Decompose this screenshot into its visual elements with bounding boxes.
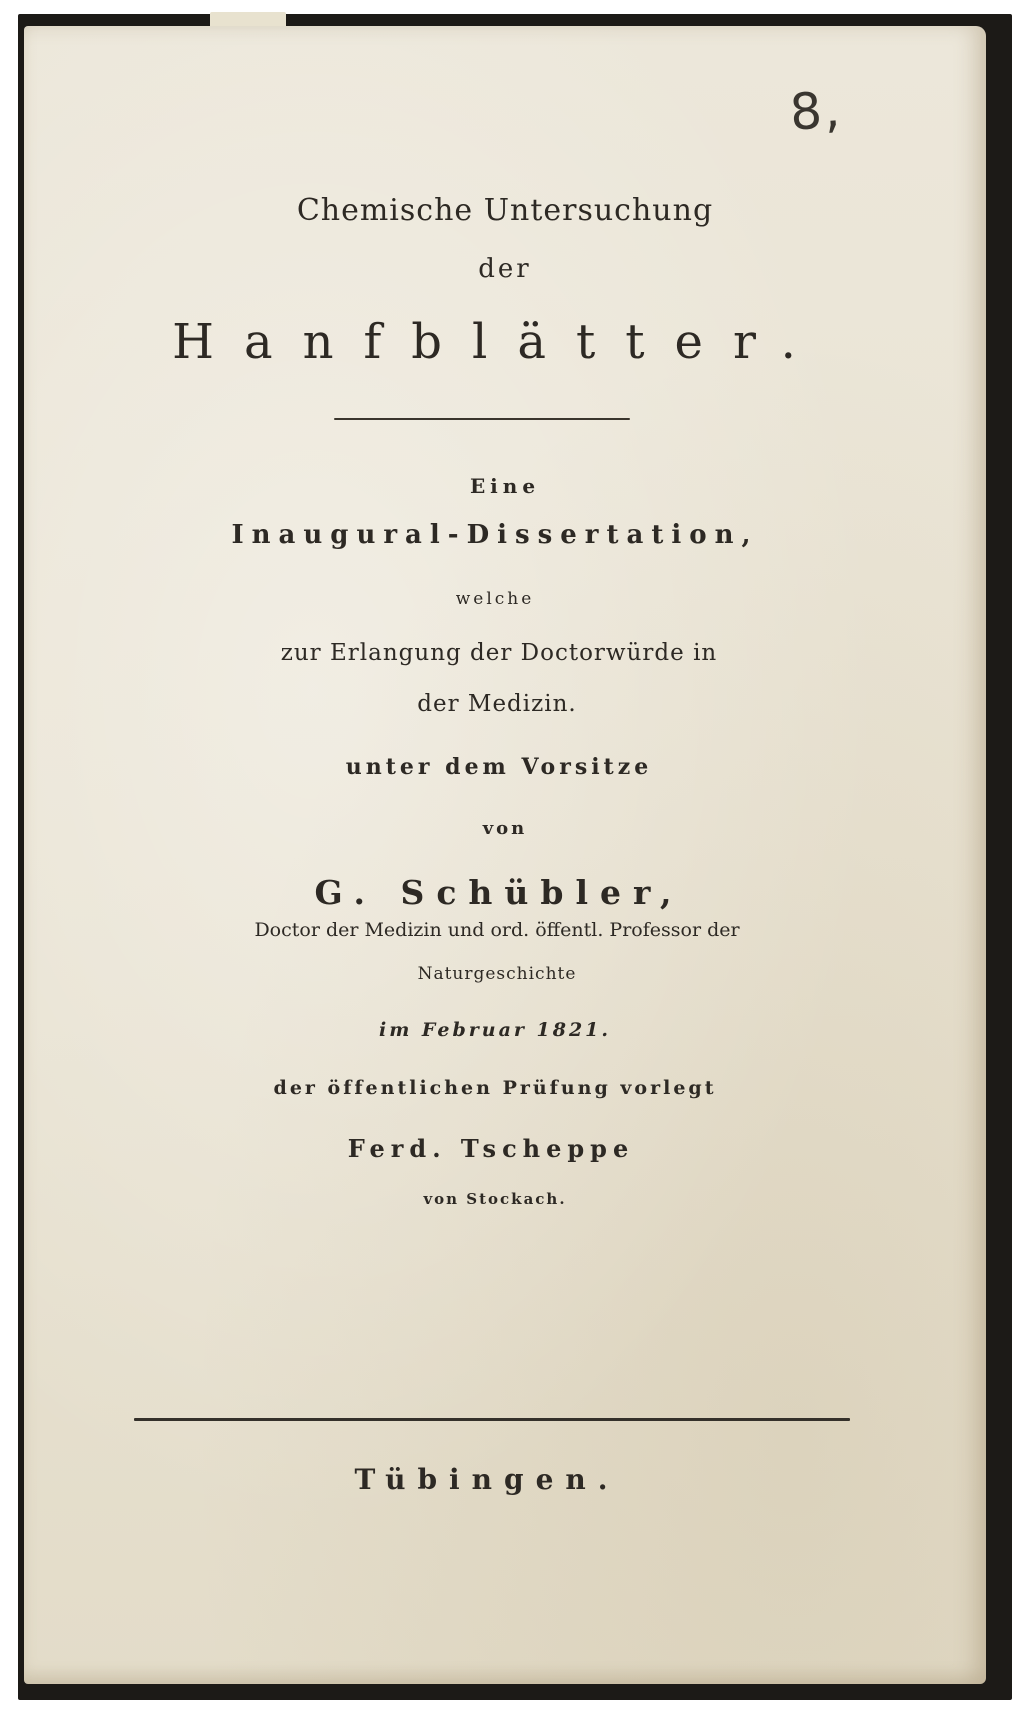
presider-name: G. Schübler, xyxy=(314,873,684,912)
subtitle-line-5: der Medizin. xyxy=(417,691,577,717)
subtitle-line-4: zur Erlangung der Doctorwürde in xyxy=(280,640,718,666)
title-page xyxy=(24,26,986,1684)
subtitle-line-1: Eine xyxy=(469,474,541,498)
main-title: Hanfblätter. xyxy=(172,314,826,370)
presider-title-line-2: Naturgeschichte xyxy=(417,964,577,984)
date-line: im Februar 1821. xyxy=(378,1019,612,1041)
subtitle-line-6: unter dem Vorsitze xyxy=(345,754,653,780)
subtitle-line-3: welche xyxy=(455,589,535,609)
author-origin: von Stockach. xyxy=(423,1190,567,1208)
title-divider xyxy=(334,418,630,420)
author-name: Ferd. Tscheppe xyxy=(347,1134,635,1163)
handwritten-shelfmark: 8, xyxy=(788,80,844,142)
imprint-divider xyxy=(134,1418,850,1421)
presider-title-line-1: Doctor der Medizin und ord. öffentl. Professor der xyxy=(254,919,740,941)
exam-line: der öffentlichen Prüfung vorlegt xyxy=(273,1077,717,1099)
title-line-1: Chemische Untersuchung xyxy=(296,193,714,228)
place-of-publication: Tübingen. xyxy=(354,1463,620,1496)
subtitle-line-2: Inaugural-Dissertation, xyxy=(231,520,759,550)
title-line-2: der xyxy=(478,254,532,284)
subtitle-line-7: von xyxy=(482,818,528,839)
